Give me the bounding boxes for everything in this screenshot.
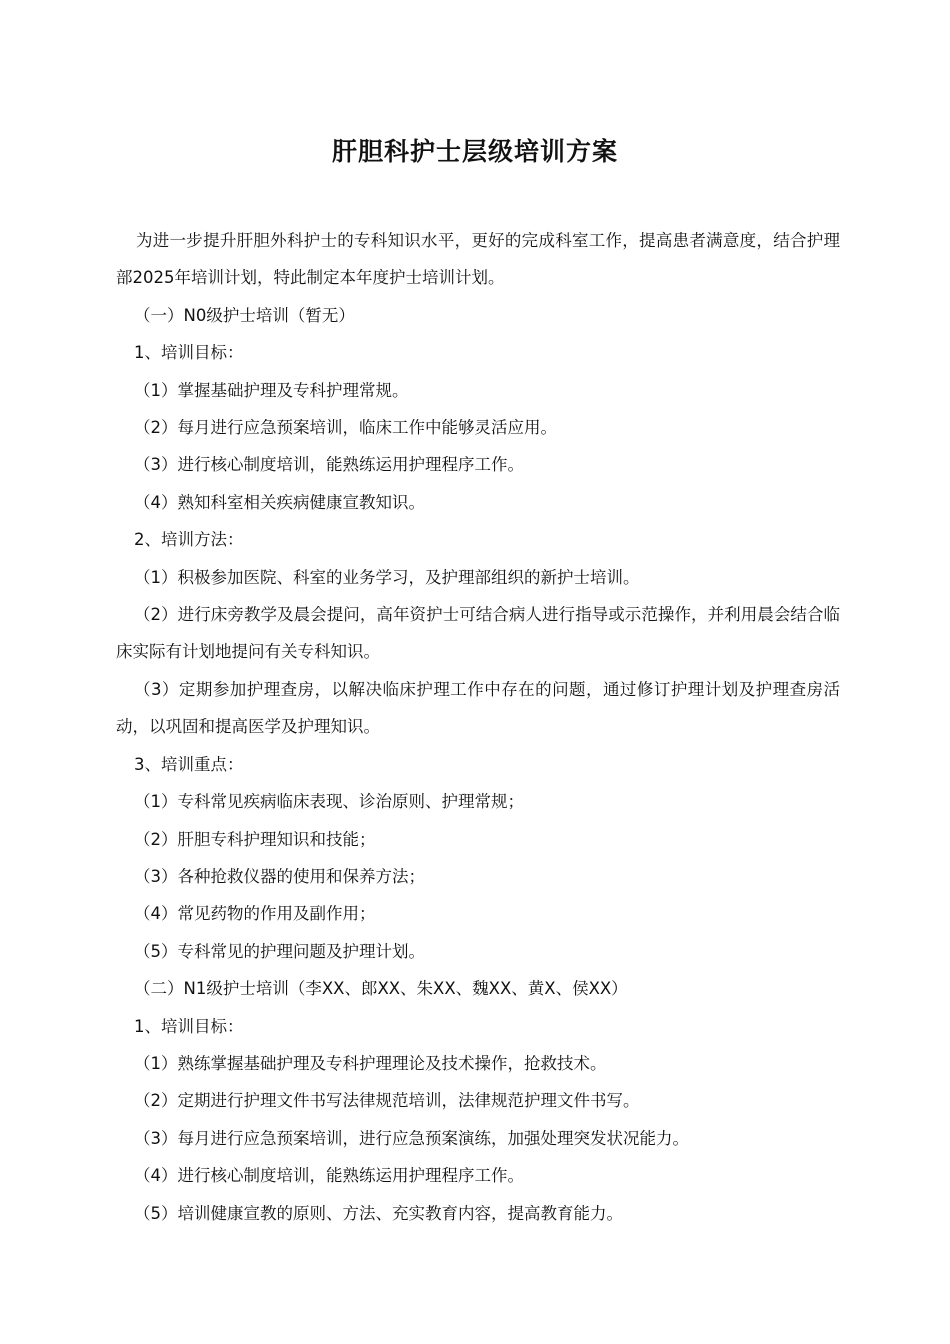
subheading-n0-methods: 2、培训方法： [134,530,244,550]
list-item: （5）专科常见的护理问题及护理计划。 [134,941,425,961]
list-item: （1）积极参加医院、科室的业务学习，及护理部组织的新护士培训。 [134,567,640,587]
subheading-n1-goals: 1、培训目标： [134,1016,244,1036]
list-item: （3）定期参加护理查房，以解决临床护理工作中存在的问题，通过修订护理计划及护理查房活动，以巩固和提高医学及护理知识。 [116,679,840,737]
list-item: （2）肝胆专科护理知识和技能； [134,829,376,849]
document-title: 肝胆科护士层级培训方案 [331,137,618,166]
list-item: （2）定期进行护理文件书写法律规范培训，法律规范护理文件书写。 [134,1091,640,1111]
list-item: （1）掌握基础护理及专科护理常规。 [134,380,409,400]
list-item: （3）各种抢救仪器的使用和保养方法； [134,866,425,886]
intro-paragraph: 为进一步提升肝胆外科护士的专科知识水平，更好的完成科室工作，提高患者满意度，结合护理部2025年培训计划，特此制定本年度护士培训计划。 [116,231,840,288]
list-item: （2）进行床旁教学及晨会提问，高年资护士可结合病人进行指导或示范操作，并利用晨会结合临床实际有计划地提问有关专科知识。 [116,605,840,662]
list-item: （1）专科常见疾病临床表现、诊治原则、护理常规； [134,792,524,812]
list-item: （5）培训健康宣教的原则、方法、充实教育内容，提高教育能力。 [134,1203,623,1223]
list-item: （4）熟知科室相关疾病健康宣教知识。 [134,492,425,512]
section-heading-n1: （二）N1级护士培训（李XX、郎XX、朱XX、魏XX、黄X、侯XX） [134,979,628,999]
list-item: （3）进行核心制度培训，能熟练运用护理程序工作。 [134,455,524,475]
list-item: （1）熟练掌握基础护理及专科护理理论及技术操作，抢救技术。 [134,1053,607,1073]
list-item: （4）进行核心制度培训，能熟练运用护理程序工作。 [134,1166,524,1186]
list-item: （4）常见药物的作用及副作用； [134,904,376,924]
subheading-n0-goals: 1、培训目标： [134,343,244,363]
document-body [116,222,840,1232]
subheading-n0-focus: 3、培训重点： [134,754,244,774]
list-item: （3）每月进行应急预案培训，进行应急预案演练，加强处理突发状况能力。 [134,1128,689,1148]
section-heading-n0: （一）N0级护士培训（暂无） [134,305,355,325]
list-item: （2）每月进行应急预案培训，临床工作中能够灵活应用。 [134,418,557,438]
